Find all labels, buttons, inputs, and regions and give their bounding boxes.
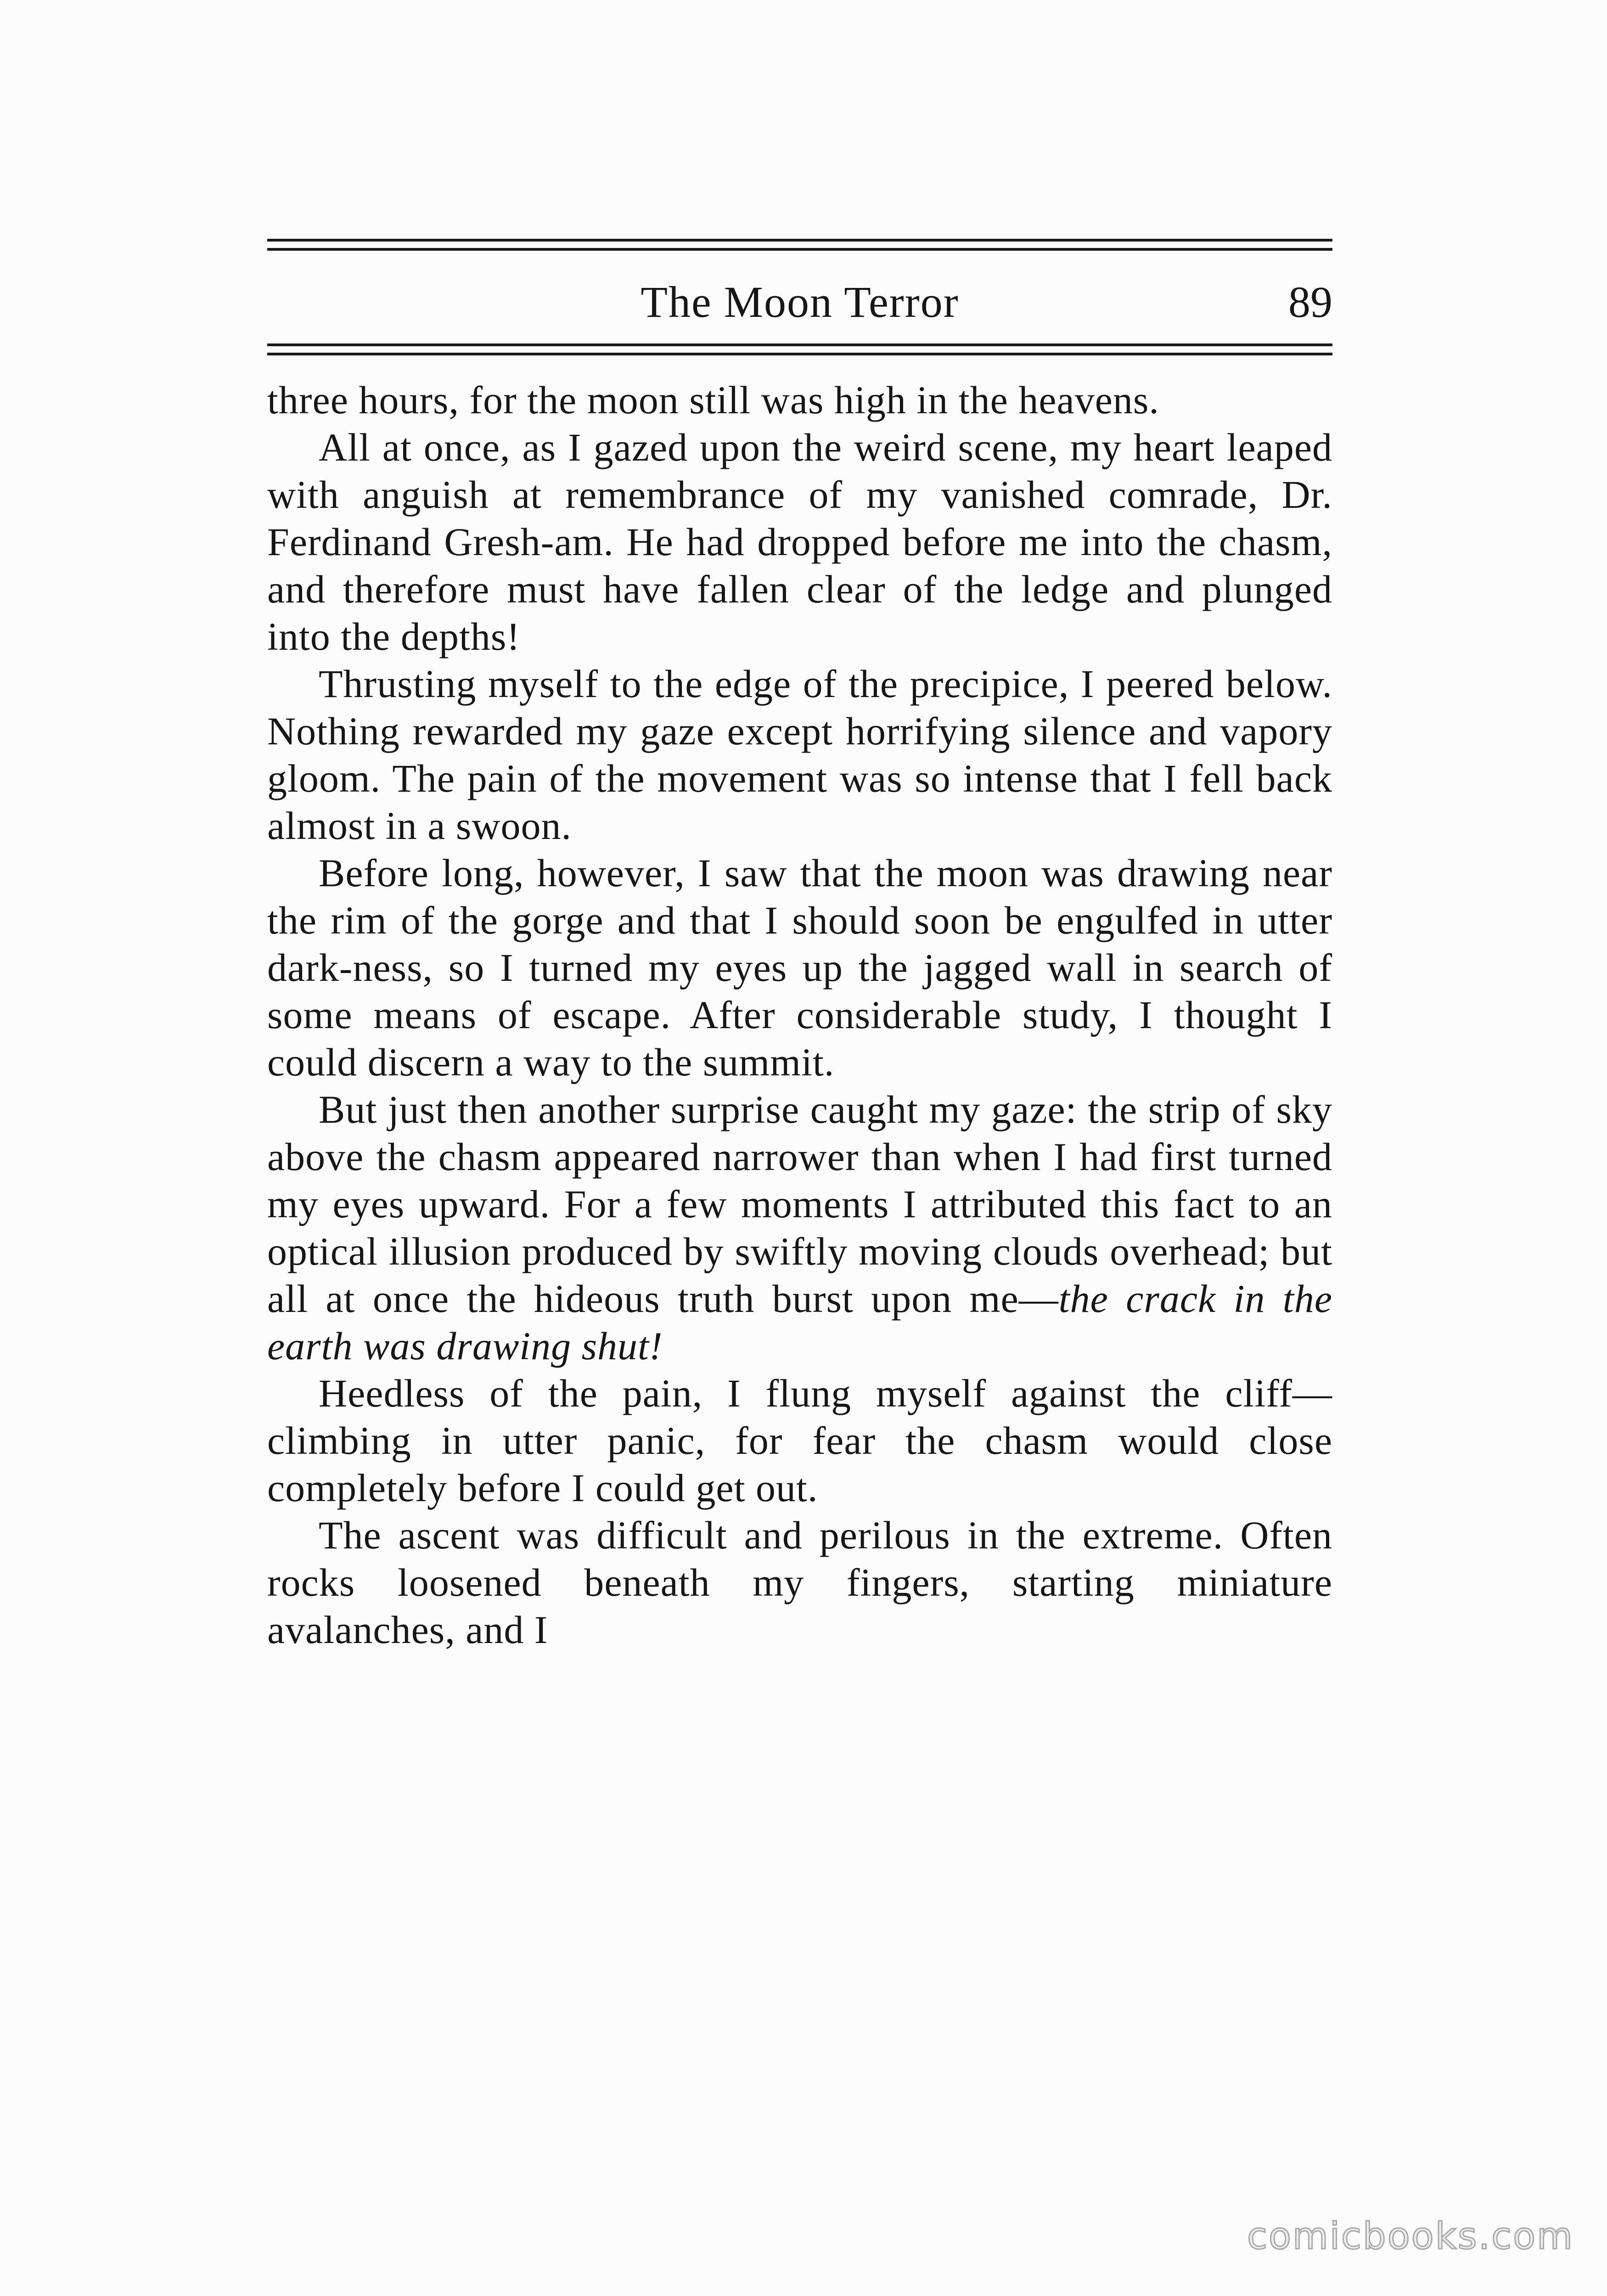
paragraph-2: All at once, as I gazed upon the weird scene, my heart leaped with anguish at remembrance of my vanished comrade, Dr. Ferdinand Gresh-am. He had dropped before me into the chasm, and therefore must have fallen clear of the ledge and plunged into the depths! — [267, 425, 1332, 658]
paragraph-1: three hours, for the moon still was high in the heavens. — [267, 378, 1159, 422]
header-rule-bottom-inner — [267, 343, 1332, 346]
page-number: 89 — [1288, 277, 1332, 326]
paragraph-7: The ascent was difficult and perilous in the extreme. Often rocks loosened beneath my fingers, starting miniature avalanches, and I — [267, 1513, 1332, 1652]
running-title: The Moon Terror — [641, 277, 959, 326]
italic-phrase: the crack in the earth was drawing shut! — [267, 1277, 1332, 1368]
header-rule-top — [267, 239, 1332, 242]
running-head — [267, 275, 1332, 330]
paragraph-3: Thrusting myself to the edge of the precipice, I peered below. Nothing rewarded my gaze except horrifying silence and vapory gloom. The pain of the movement was so intense that I fell back almost in a swoon. — [267, 662, 1332, 848]
page-column — [267, 239, 1332, 1654]
paragraph-5-text: But just then another surprise caught my gaze: the strip of sky above the chasm appeared narrower than when I had first turned my eyes upward. For a few moments I attributed this fact to an optical illusion produced by swiftly moving clouds overhead; but all at once the hideous truth burst upon me— — [267, 1087, 1332, 1321]
paragraph-5 — [267, 1086, 1332, 1370]
body-text — [267, 377, 1332, 1654]
watermark: comicbooks.com — [1247, 2215, 1574, 2257]
header-rule-bottom — [267, 353, 1332, 355]
paragraph-6: Heedless of the pain, I flung myself against the cliff—climbing in utter panic, for fear the chasm would close completely before I could get out. — [267, 1371, 1332, 1510]
paragraph-4: Before long, however, I saw that the moon was drawing near the rim of the gorge and that I should soon be engulfed in utter dark-ness, so I turned my eyes up the jagged wall in search of some means of escape. After considerable study, I thought I could discern a way to the summit. — [267, 851, 1332, 1084]
header-rule-top-inner — [267, 248, 1332, 251]
